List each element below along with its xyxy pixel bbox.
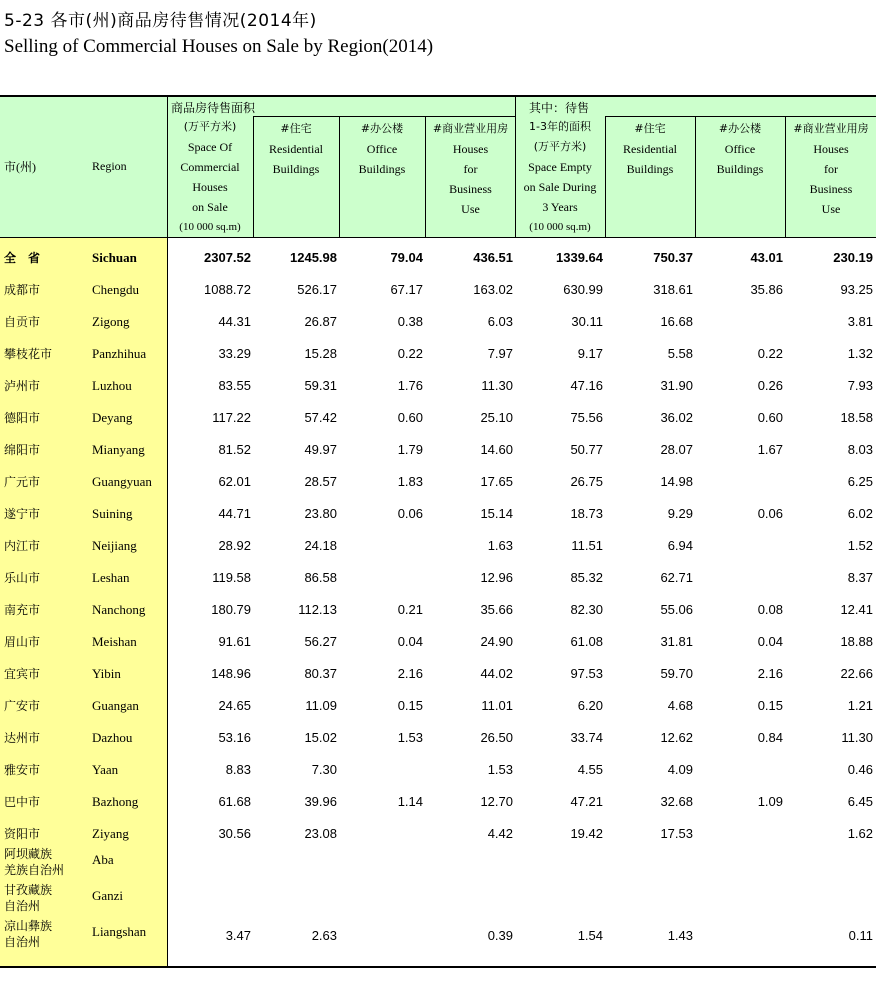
- header-col1: (万平方米) Space Of Commercial Houses on Sale (10 000 sq.m): [179, 120, 241, 233]
- value-cell: 526.17: [297, 282, 337, 297]
- table-row: [0, 754, 876, 786]
- header-divider: [605, 116, 876, 117]
- value-cell: 2307.52: [204, 250, 251, 265]
- value-cell: 7.93: [847, 378, 873, 393]
- value-cell: 1.32: [847, 346, 873, 361]
- region-name-en: Leshan: [92, 570, 130, 585]
- value-cell: [425, 884, 513, 916]
- value-cell: 1245.98: [290, 250, 337, 265]
- region-name-en: Sichuan: [92, 250, 137, 265]
- value-cell: 4.42: [487, 826, 513, 841]
- table-bottom-rule: [0, 966, 876, 968]
- value-cell: 1.79: [397, 442, 423, 457]
- value-cell: 18.88: [840, 634, 873, 649]
- value-cell: 1.53: [487, 762, 513, 777]
- table-row: [0, 274, 876, 306]
- value-cell: 0.15: [397, 698, 423, 713]
- value-cell: 24.90: [480, 634, 513, 649]
- value-cell: 11.51: [571, 538, 603, 553]
- region-name-en: Dazhou: [92, 730, 133, 745]
- region-name-cn: 绵阳市: [4, 443, 41, 457]
- value-cell: 35.86: [750, 282, 783, 297]
- region-name-cn: 雅安市: [4, 763, 41, 777]
- value-cell: 6.45: [847, 794, 873, 809]
- value-cell: 44.71: [218, 506, 251, 521]
- region-name-cn: 泸州市: [4, 379, 41, 393]
- value-cell: 0.21: [397, 602, 423, 617]
- value-cell: 15.14: [480, 506, 513, 521]
- region-name-cn: 乐山市: [4, 571, 41, 585]
- table-row: [0, 466, 876, 498]
- value-cell: 12.41: [840, 602, 873, 617]
- value-cell: 117.22: [212, 410, 251, 425]
- table-row: [0, 722, 876, 754]
- value-cell: 17.65: [480, 474, 513, 489]
- value-cell: 15.28: [304, 346, 337, 361]
- value-cell: 6.94: [667, 538, 693, 553]
- value-cell: [339, 848, 423, 880]
- region-name-cn: 巴中市: [4, 795, 41, 809]
- header-col5: 1-3年的面积 (万平方米) Space Empty on Sale During 3 Years (10 000 sq.m): [523, 120, 597, 233]
- value-cell: 1.83: [397, 474, 423, 489]
- value-cell: 1339.64: [556, 250, 603, 265]
- value-cell: 86.58: [304, 570, 337, 585]
- header-col2: #住宅 Residential Buildings: [269, 122, 323, 176]
- value-cell: 26.87: [304, 314, 337, 329]
- value-cell: 26.75: [570, 474, 603, 489]
- value-cell: 19.42: [570, 826, 603, 841]
- value-cell: 23.08: [304, 826, 337, 841]
- value-cell: 0.22: [757, 346, 783, 361]
- region-name-en: Deyang: [92, 410, 133, 425]
- value-cell: 0.15: [757, 698, 783, 713]
- value-cell: 436.51: [473, 250, 513, 265]
- page-title-en: Selling of Commercial Houses on Sale by Region(2014): [4, 36, 434, 57]
- value-cell: [339, 754, 423, 786]
- value-cell: 1.09: [757, 794, 783, 809]
- value-cell: 83.55: [218, 378, 251, 393]
- table-row: [0, 530, 876, 562]
- table-row: [0, 434, 876, 466]
- region-name-en: Suining: [92, 506, 133, 521]
- table-row: [0, 338, 876, 370]
- value-cell: [695, 920, 783, 952]
- value-cell: [253, 884, 337, 916]
- value-cell: 18.73: [570, 506, 603, 521]
- table-row: [0, 626, 876, 658]
- region-name-en: Bazhong: [92, 794, 139, 809]
- value-cell: 9.29: [667, 506, 693, 521]
- value-cell: 0.04: [757, 634, 783, 649]
- value-cell: 0.06: [757, 506, 783, 521]
- value-cell: 1.14: [397, 794, 423, 809]
- value-cell: 30.11: [571, 314, 603, 329]
- value-cell: 630.99: [563, 282, 603, 297]
- table-top-rule: [0, 95, 876, 97]
- value-cell: [339, 530, 423, 562]
- region-name-cn: 广安市: [4, 699, 41, 713]
- region-name-en: Chengdu: [92, 282, 139, 297]
- table-row: [0, 594, 876, 626]
- region-name-en: Mianyang: [92, 442, 145, 457]
- value-cell: [167, 884, 251, 916]
- region-name-cn: 南充市: [4, 603, 41, 617]
- table-row: [0, 498, 876, 530]
- value-cell: 0.38: [397, 314, 423, 329]
- value-cell: [785, 848, 873, 880]
- value-cell: 28.92: [218, 538, 251, 553]
- value-cell: 17.53: [660, 826, 693, 841]
- value-cell: 80.37: [304, 666, 337, 681]
- table-row: [0, 690, 876, 722]
- region-name-cn: 遂宁市: [4, 507, 41, 521]
- header-divider: [253, 116, 515, 117]
- value-cell: 0.26: [757, 378, 783, 393]
- region-name-cn: 达州市: [4, 731, 41, 745]
- value-cell: 119.58: [212, 570, 251, 585]
- value-cell: 4.55: [577, 762, 603, 777]
- value-cell: 7.30: [311, 762, 337, 777]
- region-name-cn: 攀枝花市: [4, 347, 53, 361]
- region-name-cn: 阿坝藏族 羌族自治州: [4, 847, 65, 877]
- value-cell: 12.62: [660, 730, 693, 745]
- value-cell: [425, 848, 513, 880]
- value-cell: 318.61: [653, 282, 693, 297]
- value-cell: 18.58: [840, 410, 873, 425]
- value-cell: 49.97: [304, 442, 337, 457]
- value-cell: 5.58: [667, 346, 693, 361]
- region-name-en: Yaan: [92, 762, 119, 777]
- value-cell: 59.70: [660, 666, 693, 681]
- value-cell: 7.97: [487, 346, 513, 361]
- value-cell: 750.37: [653, 250, 693, 265]
- region-name-en: Guangyuan: [92, 474, 152, 489]
- value-cell: 6.20: [577, 698, 603, 713]
- value-cell: 1.54: [577, 928, 603, 943]
- value-cell: 8.03: [847, 442, 873, 457]
- value-cell: 47.16: [570, 378, 603, 393]
- value-cell: 36.02: [660, 410, 693, 425]
- value-cell: 0.22: [397, 346, 423, 361]
- region-name-en: Nanchong: [92, 602, 146, 617]
- value-cell: 33.74: [570, 730, 603, 745]
- table-row: [0, 402, 876, 434]
- value-cell: [515, 884, 603, 916]
- region-name-cn: 德阳市: [4, 411, 41, 425]
- value-cell: 44.31: [218, 314, 251, 329]
- value-cell: 93.25: [840, 282, 873, 297]
- value-cell: 8.37: [847, 570, 873, 585]
- value-cell: [695, 848, 783, 880]
- region-name-en: Panzhihua: [92, 346, 147, 361]
- value-cell: [339, 920, 423, 952]
- value-cell: [695, 530, 783, 562]
- value-cell: 97.53: [570, 666, 603, 681]
- value-cell: 55.06: [660, 602, 693, 617]
- page-title-cn: 5-23 各市(州)商品房待售情况(2014年): [4, 11, 317, 31]
- value-cell: 2.16: [757, 666, 783, 681]
- table-row: [0, 882, 876, 914]
- region-name-cn: 成都市: [4, 283, 41, 297]
- value-cell: 31.81: [660, 634, 693, 649]
- value-cell: 23.80: [304, 506, 337, 521]
- value-cell: 4.09: [667, 762, 693, 777]
- value-cell: 8.83: [225, 762, 251, 777]
- value-cell: 81.52: [218, 442, 251, 457]
- value-cell: 62.01: [218, 474, 251, 489]
- value-cell: 24.65: [218, 698, 251, 713]
- region-name-cn: 凉山彝族 自治州: [4, 919, 53, 949]
- table-row: [0, 786, 876, 818]
- value-cell: 39.96: [304, 794, 337, 809]
- table-row: [0, 370, 876, 402]
- region-name-en: Meishan: [92, 634, 137, 649]
- region-name-en: Aba: [92, 852, 114, 867]
- value-cell: 6.03: [487, 314, 513, 329]
- value-cell: 12.70: [480, 794, 513, 809]
- value-cell: 47.21: [570, 794, 603, 809]
- value-cell: 9.17: [577, 346, 603, 361]
- header-region: Region: [92, 159, 127, 173]
- value-cell: 112.13: [298, 602, 337, 617]
- value-cell: 6.25: [847, 474, 873, 489]
- region-name-en: Guangan: [92, 698, 139, 713]
- value-cell: 33.29: [218, 346, 251, 361]
- header-col4: #商业营业用房 Houses for Business Use: [432, 122, 509, 216]
- value-cell: [605, 848, 693, 880]
- value-cell: 50.77: [570, 442, 603, 457]
- value-cell: [695, 466, 783, 498]
- region-name-en: Liangshan: [92, 924, 147, 939]
- region-name-cn: 广元市: [4, 475, 41, 489]
- value-cell: 75.56: [570, 410, 603, 425]
- value-cell: 1.63: [487, 538, 513, 553]
- value-cell: [695, 754, 783, 786]
- table-row: [0, 658, 876, 690]
- value-cell: 11.30: [481, 378, 513, 393]
- region-name-en: Ziyang: [92, 826, 129, 841]
- value-cell: 24.18: [304, 538, 337, 553]
- region-name-cn: 眉山市: [4, 635, 41, 649]
- region-name-cn: 内江市: [4, 539, 41, 553]
- value-cell: [339, 562, 423, 594]
- table-row: [0, 242, 876, 274]
- value-cell: 0.84: [757, 730, 783, 745]
- value-cell: 1.62: [847, 826, 873, 841]
- value-cell: 12.96: [480, 570, 513, 585]
- value-cell: 0.39: [487, 928, 513, 943]
- header-city-cn: 市(州): [4, 160, 36, 174]
- value-cell: 56.27: [304, 634, 337, 649]
- value-cell: [785, 884, 873, 916]
- value-cell: 1.43: [667, 928, 693, 943]
- value-cell: 15.02: [304, 730, 337, 745]
- region-name-cn: 甘孜藏族 自治州: [4, 883, 53, 913]
- value-cell: 16.68: [660, 314, 693, 329]
- value-cell: 0.60: [757, 410, 783, 425]
- value-cell: 163.02: [473, 282, 513, 297]
- value-cell: 0.06: [397, 506, 423, 521]
- value-cell: [515, 848, 603, 880]
- value-cell: 82.30: [570, 602, 603, 617]
- value-cell: [695, 884, 783, 916]
- value-cell: 57.42: [304, 410, 337, 425]
- header-group2-title: 其中：待售: [529, 101, 590, 115]
- region-name-en: Luzhou: [92, 378, 132, 393]
- header-col6: #住宅 Residential Buildings: [623, 122, 677, 176]
- region-name-en: Zigong: [92, 314, 130, 329]
- value-cell: 26.50: [480, 730, 513, 745]
- table-row: [0, 846, 876, 878]
- value-cell: 53.16: [218, 730, 251, 745]
- value-cell: 1088.72: [204, 282, 251, 297]
- header-col8: #商业营业用房 Houses for Business Use: [793, 122, 869, 216]
- value-cell: 11.30: [841, 730, 873, 745]
- value-cell: 32.68: [660, 794, 693, 809]
- region-name-cn: 资阳市: [4, 827, 41, 841]
- table-header-rule: [0, 237, 876, 238]
- value-cell: [167, 848, 251, 880]
- table-row: [0, 562, 876, 594]
- value-cell: 30.56: [218, 826, 251, 841]
- value-cell: 28.07: [660, 442, 693, 457]
- value-cell: 59.31: [304, 378, 337, 393]
- value-cell: 1.21: [847, 698, 873, 713]
- value-cell: 3.47: [225, 928, 251, 943]
- region-name-cn: 自贡市: [4, 315, 41, 329]
- value-cell: 67.17: [390, 282, 423, 297]
- value-cell: 14.98: [660, 474, 693, 489]
- region-name-en: Neijiang: [92, 538, 137, 553]
- value-cell: 14.60: [480, 442, 513, 457]
- value-cell: 2.63: [311, 928, 337, 943]
- value-cell: 1.52: [847, 538, 873, 553]
- value-cell: 31.90: [660, 378, 693, 393]
- value-cell: 25.10: [480, 410, 513, 425]
- value-cell: [695, 562, 783, 594]
- header-group1-title: 商品房待售面积: [171, 101, 256, 115]
- value-cell: 230.19: [833, 250, 873, 265]
- value-cell: [339, 884, 423, 916]
- table-row: [0, 306, 876, 338]
- value-cell: 0.04: [397, 634, 423, 649]
- value-cell: 61.68: [218, 794, 251, 809]
- value-cell: 11.09: [305, 698, 337, 713]
- value-cell: 2.16: [397, 666, 423, 681]
- value-cell: 62.71: [660, 570, 693, 585]
- value-cell: 85.32: [570, 570, 603, 585]
- value-cell: 28.57: [304, 474, 337, 489]
- value-cell: 4.68: [667, 698, 693, 713]
- value-cell: 79.04: [390, 250, 423, 265]
- value-cell: [695, 306, 783, 338]
- value-cell: 0.08: [757, 602, 783, 617]
- value-cell: 1.53: [397, 730, 423, 745]
- value-cell: 0.60: [397, 410, 423, 425]
- value-cell: 22.66: [840, 666, 873, 681]
- value-cell: 1.76: [397, 378, 423, 393]
- value-cell: 35.66: [480, 602, 513, 617]
- value-cell: 91.61: [218, 634, 251, 649]
- value-cell: 44.02: [480, 666, 513, 681]
- value-cell: 11.01: [481, 698, 513, 713]
- header-col3: #办公楼 Office Buildings: [358, 122, 406, 176]
- value-cell: 61.08: [570, 634, 603, 649]
- table-row: [0, 918, 876, 950]
- value-cell: [253, 848, 337, 880]
- value-cell: 1.67: [757, 442, 783, 457]
- value-cell: [605, 884, 693, 916]
- value-cell: 180.79: [211, 602, 251, 617]
- value-cell: 43.01: [750, 250, 783, 265]
- value-cell: 0.46: [847, 762, 873, 777]
- header-col7: #办公楼 Office Buildings: [716, 122, 764, 176]
- region-name-cn: 宜宾市: [4, 667, 41, 681]
- value-cell: 0.11: [848, 928, 873, 943]
- region-name-en: Yibin: [92, 666, 121, 681]
- value-cell: 6.02: [847, 506, 873, 521]
- value-cell: 3.81: [847, 314, 873, 329]
- region-name-cn: 全 省: [4, 251, 41, 265]
- region-name-en: Ganzi: [92, 888, 124, 903]
- value-cell: 148.96: [211, 666, 251, 681]
